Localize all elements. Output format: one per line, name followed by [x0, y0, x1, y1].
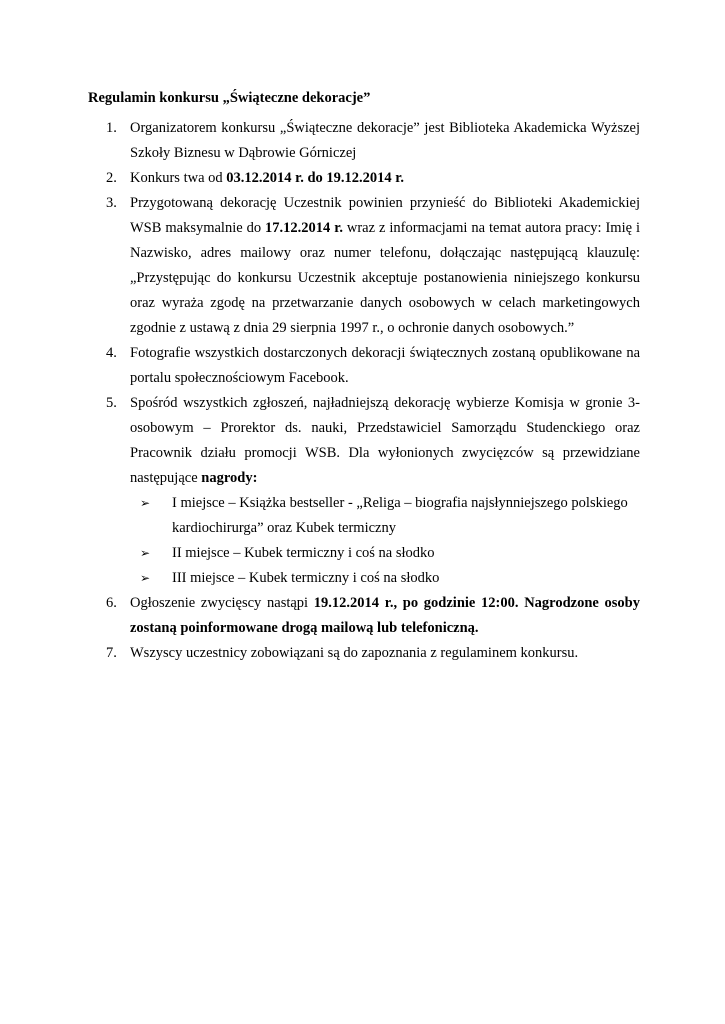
rule-text-plain: Konkurs twa od — [130, 170, 227, 186]
rule-item-2 — [88, 166, 640, 191]
rule-text — [130, 191, 640, 341]
contest-dates: 03.12.2014 r. do 19.12.2014 r. — [226, 170, 405, 186]
prize-text: I miejsce – Książka bestseller - „Religa – biografia najsłynniejszego polskiego kardiochirurga” oraz Kubek termiczny — [172, 495, 628, 536]
rule-text-plain: Ogłoszenie zwycięscy nastąpi — [130, 595, 314, 611]
rule-item-6 — [88, 591, 640, 641]
arrow-bullet-icon: ➢ — [140, 571, 151, 585]
rule-text — [130, 591, 640, 641]
arrow-bullet-icon: ➢ — [140, 546, 151, 560]
rule-number: 7. — [106, 645, 117, 661]
rule-item-1 — [88, 116, 640, 166]
document-title: Regulamin konkursu „Świąteczne dekoracje” — [88, 90, 371, 106]
rule-item-3 — [88, 191, 640, 341]
prizes-list — [130, 491, 640, 591]
prize-text: III miejsce – Kubek termiczny i coś na słodko — [172, 570, 440, 586]
prize-item-2 — [130, 541, 640, 566]
rule-number: 6. — [106, 595, 117, 611]
rule-text: Fotografie wszystkich dostarczonych dekoracji świątecznych zostaną opublikowane na portalu społecznościowym Facebook. — [130, 345, 640, 386]
rule-text-plain: Spośród wszystkich zgłoszeń, najładniejszą dekorację wybierze Komisja w gronie 3-osobowym – Prorektor ds. nauki, Przedstawiciel Samorządu Studenckiego oraz Pracownik działu promocji WSB. Dla wyłonionych zwycięzców są przewidziane następujące — [130, 395, 640, 486]
rule-text: Organizatorem konkursu „Świąteczne dekoracje” jest Biblioteka Akademicka Wyższej Szkoły Biznesu w Dąbrowie Górniczej — [130, 120, 640, 161]
prizes-label: nagrody: — [201, 470, 258, 486]
rule-number: 4. — [106, 345, 117, 361]
rule-text-plain: Przygotowaną dekorację Uczestnik powinien przynieść do Biblioteki Akademickiej WSB maksymalnie do — [130, 195, 640, 236]
rule-item-7 — [88, 641, 640, 666]
prize-item-3 — [130, 566, 640, 591]
rule-text-plain: wraz z informacjami na temat autora pracy: Imię i Nazwisko, adres mailowy oraz numer telefonu, dołączając następującą klauzulę: „Przystępując do konkursu Uczestnik akceptuje postanowienia niniejszego konkursu oraz wyraża zgodę na przetwarzanie danych osobowych w celach marketingowych zgodnie z ustawą z dnia 29 sierpnia 1997 r., o ochronie danych osobowych.” — [130, 220, 640, 336]
rule-item-5 — [88, 391, 640, 591]
rule-text: Wszyscy uczestnicy zobowiązani są do zapoznania z regulaminem konkursu. — [130, 645, 579, 661]
rules-list — [88, 116, 640, 666]
rule-number: 3. — [106, 195, 117, 211]
arrow-bullet-icon: ➢ — [140, 496, 151, 510]
rule-number: 5. — [106, 395, 117, 411]
prize-item-1 — [130, 491, 640, 541]
rule-text — [130, 166, 640, 191]
deadline-date: 17.12.2014 r. — [265, 220, 343, 236]
rule-item-4 — [88, 341, 640, 391]
prize-text: II miejsce – Kubek termiczny i coś na słodko — [172, 545, 435, 561]
rule-text — [130, 391, 640, 491]
announcement-details: 19.12.2014 r., po godzinie 12:00. Nagrodzone osoby zostaną poinformowane drogą mailową lub telefoniczną. — [130, 595, 640, 636]
rule-number: 2. — [106, 170, 117, 186]
rule-number: 1. — [106, 120, 117, 136]
